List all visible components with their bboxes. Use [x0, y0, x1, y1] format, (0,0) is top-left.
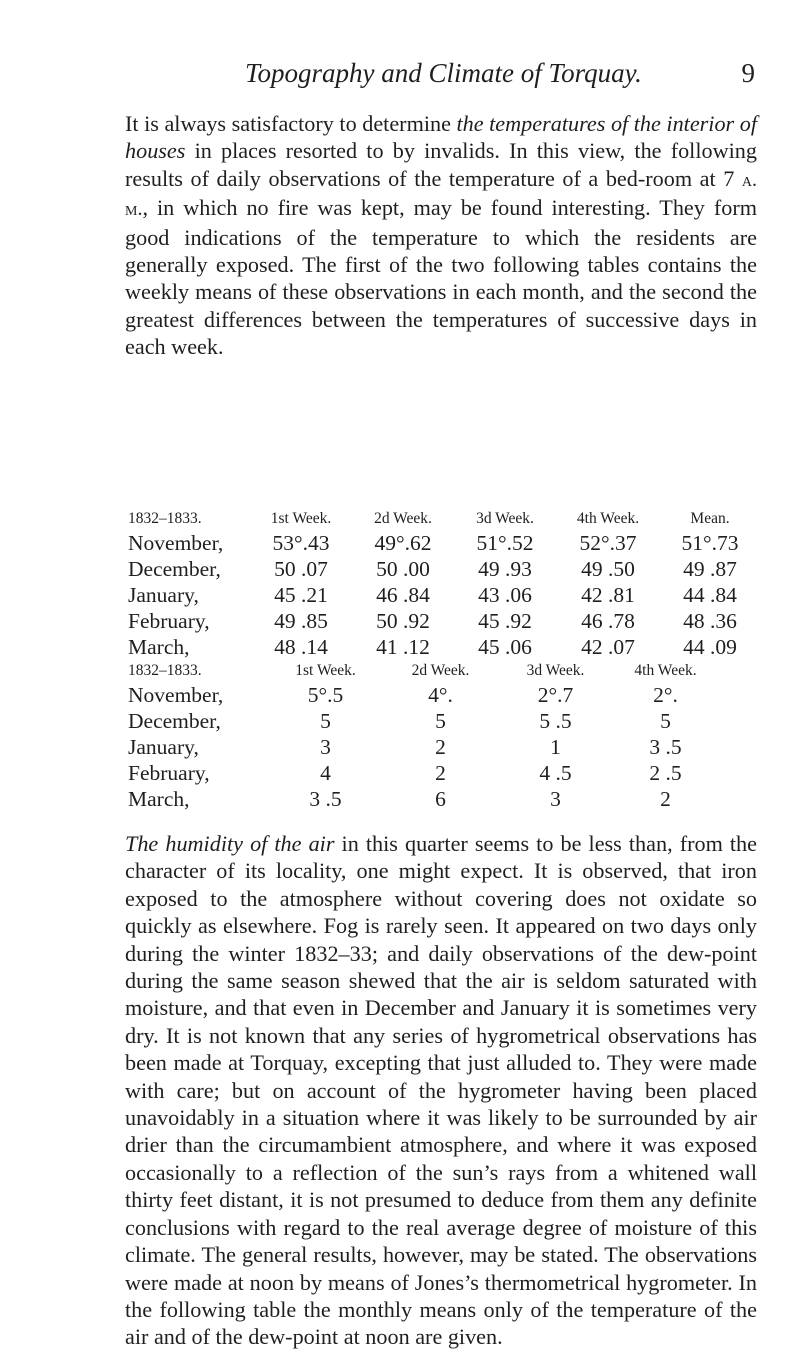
value-cell: 5	[435, 708, 446, 733]
value-cell: 45 .92	[478, 608, 532, 633]
running-title: Topography and Climate of Torquay.	[245, 58, 642, 88]
month-cell: January,	[128, 582, 199, 607]
value-cell: 5°.5	[307, 682, 344, 707]
value-cell: 1	[550, 734, 561, 759]
month-cell: December,	[128, 556, 221, 581]
table-row	[128, 530, 760, 556]
value-cell: 2	[660, 786, 671, 811]
column-header: Mean.	[690, 510, 730, 527]
value-cell: 2	[435, 734, 446, 759]
column-header: 1832–1833.	[128, 662, 202, 679]
value-cell: 44 .09	[683, 634, 737, 659]
value-cell: 3	[550, 786, 561, 811]
column-header: 3d Week.	[526, 662, 585, 679]
value-cell: 4	[320, 760, 331, 785]
table-header-row	[128, 660, 718, 682]
value-cell: 5 .5	[539, 708, 572, 733]
value-cell: 46 .78	[581, 608, 635, 633]
value-cell: 51°.73	[681, 530, 739, 555]
value-cell: 49°.62	[374, 530, 432, 555]
table-row	[128, 608, 760, 634]
table-row	[128, 708, 718, 734]
month-cell: December,	[128, 708, 221, 733]
value-cell: 41 .12	[376, 634, 430, 659]
value-cell: 42 .81	[581, 582, 635, 607]
value-cell: 2°.7	[537, 682, 574, 707]
column-header: 2d Week.	[374, 510, 432, 527]
value-cell: 3	[320, 734, 331, 759]
month-cell: March,	[128, 786, 190, 811]
table-row	[128, 734, 718, 760]
column-header: 4th Week.	[576, 510, 640, 527]
emphasis-run: the temperatures of the interior of houses	[125, 111, 758, 164]
month-cell: November,	[128, 682, 224, 707]
text-run: It is always satisfactory to determine	[125, 111, 457, 136]
value-cell: 4 .5	[539, 760, 572, 785]
paragraph-humidity	[125, 830, 757, 1351]
table-row	[128, 786, 718, 812]
column-header: 1st Week.	[270, 510, 332, 527]
column-header: 1st Week.	[295, 662, 356, 679]
value-cell: 50 .92	[376, 608, 430, 633]
value-cell: 42 .07	[581, 634, 635, 659]
table-row	[128, 682, 718, 708]
value-cell: 2 .5	[649, 760, 682, 785]
text-run: in this quarter seems to be less than, from the character of its locality, one might expect. It is observed, that iron exposed to the atmosphere without covering does not oxidate so quickly as elsewhere. Fog is rarely seen. It appeared on two days only during the winter 1832–33; and daily observations of the dew-point during the same season shewed that the air is seldom saturated with moisture, and that even in December and January it is sometimes very dry. It is not known that any series of hygrometrical observations has been made at Torquay, excepting that just alluded to. They were made with care; but on account of the hygrometer having been placed unavoidably in a situation where it was likely to be surrounded by air drier than the circumambient atmosphere, and where it was exposed occasionally to a reflection of the sun’s rays from a whitened wall thirty feet distant, it is not presumed to deduce from them any definite conclusions with regard to the real average degree of moisture of this climate. The general results, however, may be stated. The observations were made at noon by means of Jones’s thermometrical hygrometer. In the following table the monthly means only of the temperature of the air and of the dew-point at noon are given.	[125, 831, 757, 1350]
value-cell: 50 .07	[274, 556, 328, 581]
running-header	[125, 58, 755, 98]
table-header-row	[128, 508, 760, 530]
value-cell: 4°.	[428, 682, 453, 707]
value-cell: 3 .5	[309, 786, 342, 811]
column-header: 2d Week.	[411, 662, 470, 679]
value-cell: 45 .21	[274, 582, 328, 607]
value-cell: 49 .87	[683, 556, 737, 581]
column-header: 1832–1833.	[128, 510, 202, 527]
month-cell: February,	[128, 760, 210, 785]
value-cell: 2°.	[653, 682, 678, 707]
value-cell: 44 .84	[683, 582, 737, 607]
value-cell: 6	[435, 786, 446, 811]
emphasis-run: The humidity of the air	[125, 831, 335, 856]
value-cell: 43 .06	[478, 582, 532, 607]
value-cell: 50 .00	[376, 556, 430, 581]
column-header: 3d Week.	[476, 510, 534, 527]
table-row	[128, 582, 760, 608]
text-run: in places resorted to by invalids. In this view, the following results of daily observations of the temperature of a bed-room at 7	[125, 138, 757, 191]
value-cell: 49 .93	[478, 556, 532, 581]
table-row	[128, 556, 760, 582]
month-cell: February,	[128, 608, 210, 633]
value-cell: 53°.43	[272, 530, 330, 555]
value-cell: 48 .14	[274, 634, 328, 659]
page-number: 9	[741, 58, 755, 88]
value-cell: 51°.52	[476, 530, 534, 555]
paragraph-interior-temperatures	[125, 110, 757, 361]
month-cell: November,	[128, 530, 224, 555]
column-header: 4th Week.	[634, 662, 697, 679]
month-cell: March,	[128, 634, 190, 659]
text-run: , in which no fire was kept, may be found interesting. They form good indications of the temperature to which the residents are generally exposed. The first of the two following tables contains the weekly means of these observations in each month, and the second the greatest differences between the temperatures of successive days in each week.	[125, 195, 757, 360]
weekly-means-table	[128, 508, 760, 660]
value-cell: 45 .06	[478, 634, 532, 659]
table-row	[128, 760, 718, 786]
value-cell: 49 .50	[581, 556, 635, 581]
small-caps-run: a. m.	[125, 168, 757, 221]
value-cell: 46 .84	[376, 582, 430, 607]
value-cell: 3 .5	[649, 734, 682, 759]
month-cell: January,	[128, 734, 199, 759]
value-cell: 52°.37	[579, 530, 637, 555]
value-cell: 5	[660, 708, 671, 733]
daily-differences-table	[128, 660, 718, 812]
value-cell: 48 .36	[683, 608, 737, 633]
value-cell: 49 .85	[274, 608, 328, 633]
value-cell: 5	[320, 708, 331, 733]
value-cell: 2	[435, 760, 446, 785]
table-row	[128, 634, 760, 660]
